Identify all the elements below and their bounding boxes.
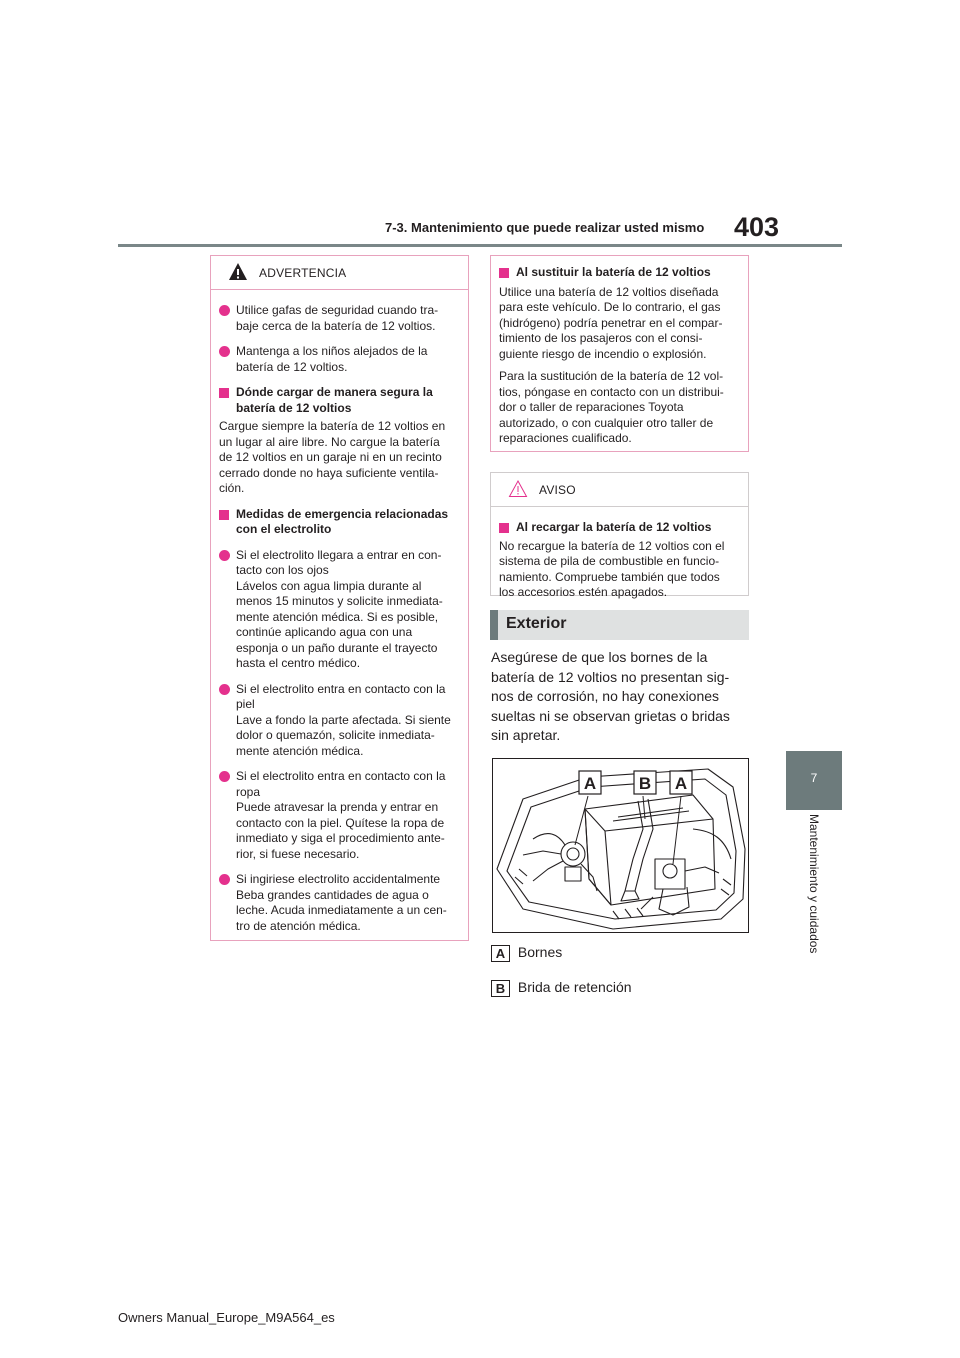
warning-item-text: Mantenga a los niños alejados de la batería de 12 voltios. [236,344,428,374]
emergency-item [219,682,460,760]
caution-triangle-icon [508,479,528,499]
figure-callouts [579,771,692,794]
replacement-subheading-text: Al sustituir la batería de 12 voltios [516,265,711,279]
emergency-item-text: Si el electrolito llegara a entrar en con- tacto con los ojos Lávelos con agua limpia durante al menos 15 minutos y solicite inmediata- mente atención médica. Si es posible, continúe aplicando agua con una esponja o un paño durante el trayecto hasta el centro médico. [236,547,443,670]
emergency-subheading-text: Medidas de emergencia relacionadas con el electrolito [236,506,449,536]
warning-box-header [211,256,468,290]
charging-text: Cargue siempre la batería de 12 voltios en un lugar al aire libre. No cargue la batería de 12 voltios en un garaje ni en un recinto cerrado donde no haya suficiente ventila- ción. [219,419,446,495]
legend-item-a [491,944,562,962]
warning-item-text: Utilice gafas de seguridad cuando tra- baje cerca de la batería de 12 voltios. [236,303,439,333]
warning-item [219,344,460,375]
warning-box [210,255,469,941]
emergency-item [219,769,460,862]
square-bullet-icon [499,523,509,533]
circle-bullet-icon [219,550,230,561]
battery-drawing [493,759,749,933]
footer-manual-id: Owners Manual_Europe_M9A564_es [118,1310,335,1325]
page-number: 403 [734,212,780,242]
legend-text-a: Bornes [517,944,563,960]
exterior-body-text: Asegúrese de que los bornes de la batería de 12 voltios no presentan sig- nos de corrosión, no hay conexiones sueltas ni se observan grietas o bridas sin apretar. [491,649,730,744]
chapter-tab-number: 7 [786,751,842,810]
header-divider [118,244,842,247]
circle-bullet-icon [219,684,230,695]
circle-bullet-icon [219,874,230,885]
charging-subheading-text: Dónde cargar de manera segura la batería de 12 voltios [236,385,433,415]
notice-box-header [491,473,748,507]
charging-subheading [219,385,460,416]
figure-label-b: B [638,774,652,793]
warning-title: ADVERTENCIA [259,266,347,280]
heading-accent-bar [490,610,498,640]
notice-subheading-text: Al recargar la batería de 12 voltios [516,520,712,534]
replacement-subheading [499,265,740,281]
legend-item-b [491,979,632,997]
notice-box [490,472,749,599]
replacement-para-2: Para la sustitución de la batería de 12 vol- tios, póngase en contacto con un distribui- dor o taller de reparaciones Toyota autorizado, o con cualquier otro taller de reparaciones cualificado. [499,369,724,445]
exterior-section-heading [490,610,749,640]
emergency-item-text: Si el electrolito entra en contacto con la ropa Puede atravesar la prenda y entrar en contacto con la piel. Quítese la ropa de inmediato y siga el procedimiento ante- rior, si fuese necesario. [236,769,446,861]
notice-title: AVISO [539,483,576,497]
emergency-item [219,872,460,934]
warning-triangle-icon [228,262,248,282]
emergency-item [219,548,460,672]
square-bullet-icon [499,268,509,278]
circle-bullet-icon [219,305,230,316]
square-bullet-icon [219,510,229,520]
circle-bullet-icon [219,771,230,782]
notice-subheading [499,520,740,536]
legend-text-b: Brida de retención [517,979,632,995]
notice-text: No recargue la batería de 12 voltios con el sistema de pila de combustible en funcio- namiento. Compruebe también que todos los accesorios estén apagados. [499,538,725,599]
figure-label-a-left: A [583,774,597,793]
circle-bullet-icon [219,346,230,357]
chapter-tab-label: Mantenimiento y cuidados [807,814,821,954]
section-header-title: 7-3. Mantenimiento que puede realizar usted mismo [385,220,705,235]
replacement-para-1: Utilice una batería de 12 voltios diseñada para este vehículo. De lo contrario, el gas (hidrógeno) podría penetrar en el compar- timiento de los pasajeros con el consi- guiente riesgo de incendio o explosión. [499,284,723,361]
emergency-item-text: Si el electrolito entra en contacto con la piel Lave a fondo la parte afectada. Si siente dolor o quemazón, solicite inmediata- mente atención médica. [236,681,451,758]
legend-badge-a: A [491,945,510,962]
exterior-heading-text: Exterior [506,615,567,632]
replacement-warning-box [490,255,749,452]
emergency-subheading [219,507,460,538]
warning-item [219,303,460,334]
square-bullet-icon [219,388,229,398]
chapter-tab [786,810,842,988]
figure-label-a-right: A [674,774,688,793]
legend-badge-b: B [491,980,510,997]
emergency-item-text: Si ingiriese electrolito accidentalmente Beba grandes cantidades de agua o leche. Acuda inmediatamente a un cen- tro de atención médica. [236,872,447,933]
battery-illustration [492,758,749,933]
